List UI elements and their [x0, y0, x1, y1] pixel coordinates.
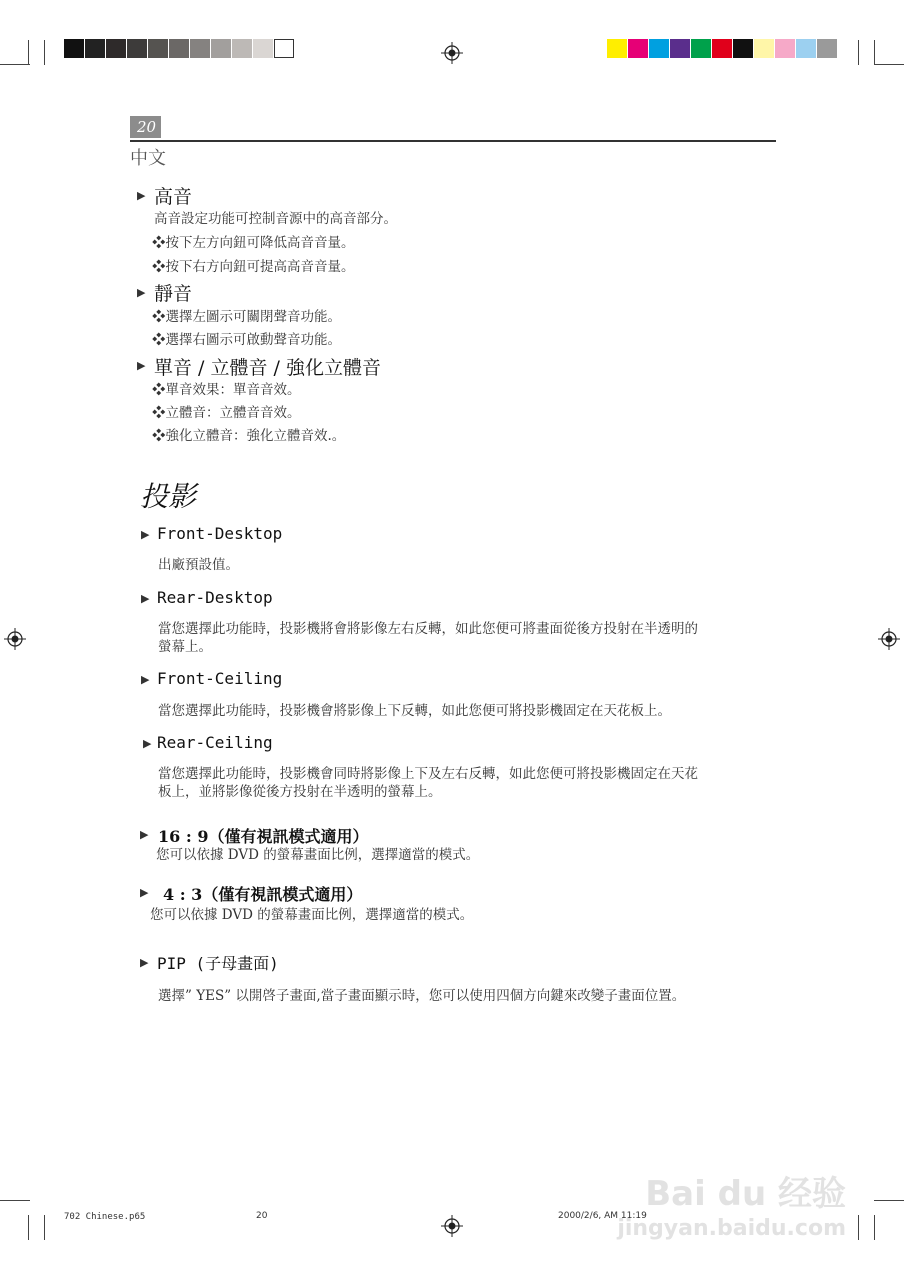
ratio-16-9-heading: 16 : 9（僅有視訊模式適用）	[158, 827, 369, 846]
triangle-bullet-icon: ▶	[141, 592, 150, 605]
treble-bullet: ❖按下左方向鈕可降低高音音量。	[152, 235, 355, 251]
rear-ceiling-heading: Rear-Ceiling	[157, 733, 273, 752]
crop-mark	[858, 1215, 859, 1240]
gray-swatch	[232, 39, 252, 58]
footer-page-number: 20	[256, 1211, 268, 1221]
crop-mark	[874, 64, 904, 65]
crop-mark	[44, 40, 45, 65]
rear-ceiling-description: 板上，並將影像從後方投射在半透明的螢幕上。	[158, 784, 442, 800]
crop-mark	[28, 1215, 29, 1240]
triangle-bullet-icon: ▶	[137, 359, 146, 372]
treble-bullet: ❖按下右方向鈕可提高高音音量。	[152, 259, 355, 275]
section-title: 投影	[140, 480, 197, 513]
front-ceiling-description: 當您選擇此功能時，投影機會將影像上下反轉，如此您便可將投影機固定在天花板上。	[158, 703, 671, 719]
front-desktop-description: 出廠預設值。	[158, 557, 239, 573]
color-swatch	[670, 39, 690, 58]
color-swatch	[691, 39, 711, 58]
mute-bullet: ❖選擇右圖示可啟動聲音功能。	[152, 332, 341, 348]
triangle-bullet-icon: ▶	[141, 673, 150, 686]
color-swatch	[607, 39, 627, 58]
crop-mark	[874, 1200, 904, 1201]
pip-heading: PIP (子母畫面)	[157, 954, 279, 973]
gray-swatch	[64, 39, 84, 58]
color-swatch	[712, 39, 732, 58]
gray-swatch	[106, 39, 126, 58]
gray-swatch	[85, 39, 105, 58]
gray-swatch	[253, 39, 273, 58]
registration-mark-icon	[441, 42, 463, 64]
page-number: 20	[130, 116, 161, 138]
color-swatch	[754, 39, 774, 58]
color-swatch	[628, 39, 648, 58]
gray-swatch	[274, 39, 294, 58]
treble-heading: 高音	[154, 186, 193, 208]
front-desktop-heading: Front-Desktop	[157, 524, 283, 543]
treble-description: 高音設定功能可控制音源中的高音部分。	[154, 211, 397, 227]
triangle-bullet-icon: ▶	[143, 737, 152, 750]
stereo-heading: 單音 / 立體音 / 強化立體音	[154, 357, 381, 379]
rear-desktop-description: 螢幕上。	[158, 639, 212, 655]
triangle-bullet-icon: ▶	[137, 286, 146, 299]
triangle-bullet-icon: ▶	[140, 956, 149, 969]
stereo-bullet: ❖單音效果：單音音效。	[152, 382, 301, 398]
pip-description: 選擇” YES” 以開啓子畫面,當子畫面顯示時，您可以使用四個方向鍵來改變子畫面位置。	[158, 988, 686, 1004]
gray-swatch	[127, 39, 147, 58]
gray-swatch	[190, 39, 210, 58]
crop-mark	[874, 40, 875, 65]
header-rule	[130, 140, 776, 142]
footer-timestamp: 2000/2/6, AM 11:19	[558, 1211, 647, 1221]
color-swatch	[733, 39, 753, 58]
watermark-logo: Bai du 经验	[645, 1174, 846, 1214]
mute-bullet: ❖選擇左圖示可關閉聲音功能。	[152, 309, 341, 325]
crop-mark	[28, 40, 29, 65]
crop-mark	[0, 1200, 30, 1201]
color-swatch	[649, 39, 669, 58]
stereo-bullet: ❖立體音：立體音音效。	[152, 405, 301, 421]
gray-swatch	[169, 39, 189, 58]
crop-mark	[874, 1215, 875, 1240]
watermark-url: jingyan.baidu.com	[617, 1216, 846, 1241]
stereo-bullet: ❖強化立體音：強化立體音效.。	[152, 428, 346, 444]
ratio-4-3-description: 您可以依據 DVD 的螢幕畫面比例，選擇適當的模式。	[150, 907, 474, 923]
rear-ceiling-description: 當您選擇此功能時，投影機會同時將影像上下及左右反轉，如此您便可將投影機固定在天花	[158, 766, 698, 782]
color-swatch	[775, 39, 795, 58]
crop-mark	[858, 40, 859, 65]
color-swatch	[796, 39, 816, 58]
registration-mark-icon	[878, 628, 900, 650]
gray-swatch	[148, 39, 168, 58]
color-swatch	[817, 39, 837, 58]
rear-desktop-description: 當您選擇此功能時，投影機將會將影像左右反轉，如此您便可將畫面從後方投射在半透明的	[158, 621, 698, 637]
triangle-bullet-icon: ▶	[140, 828, 149, 841]
language-label: 中文	[130, 148, 166, 169]
footer-filename: 702 Chinese.p65	[64, 1212, 146, 1222]
crop-mark	[44, 1215, 45, 1240]
triangle-bullet-icon: ▶	[140, 886, 149, 899]
crop-mark	[0, 64, 30, 65]
triangle-bullet-icon: ▶	[141, 528, 150, 541]
registration-mark-icon	[441, 1215, 463, 1237]
registration-mark-icon	[4, 628, 26, 650]
mute-heading: 靜音	[154, 283, 193, 305]
gray-swatch	[211, 39, 231, 58]
rear-desktop-heading: Rear-Desktop	[157, 588, 273, 607]
ratio-4-3-heading: 4 : 3（僅有視訊模式適用）	[163, 885, 363, 904]
triangle-bullet-icon: ▶	[137, 189, 146, 202]
front-ceiling-heading: Front-Ceiling	[157, 669, 283, 688]
ratio-16-9-description: 您可以依據 DVD 的螢幕畫面比例，選擇適當的模式。	[156, 847, 480, 863]
